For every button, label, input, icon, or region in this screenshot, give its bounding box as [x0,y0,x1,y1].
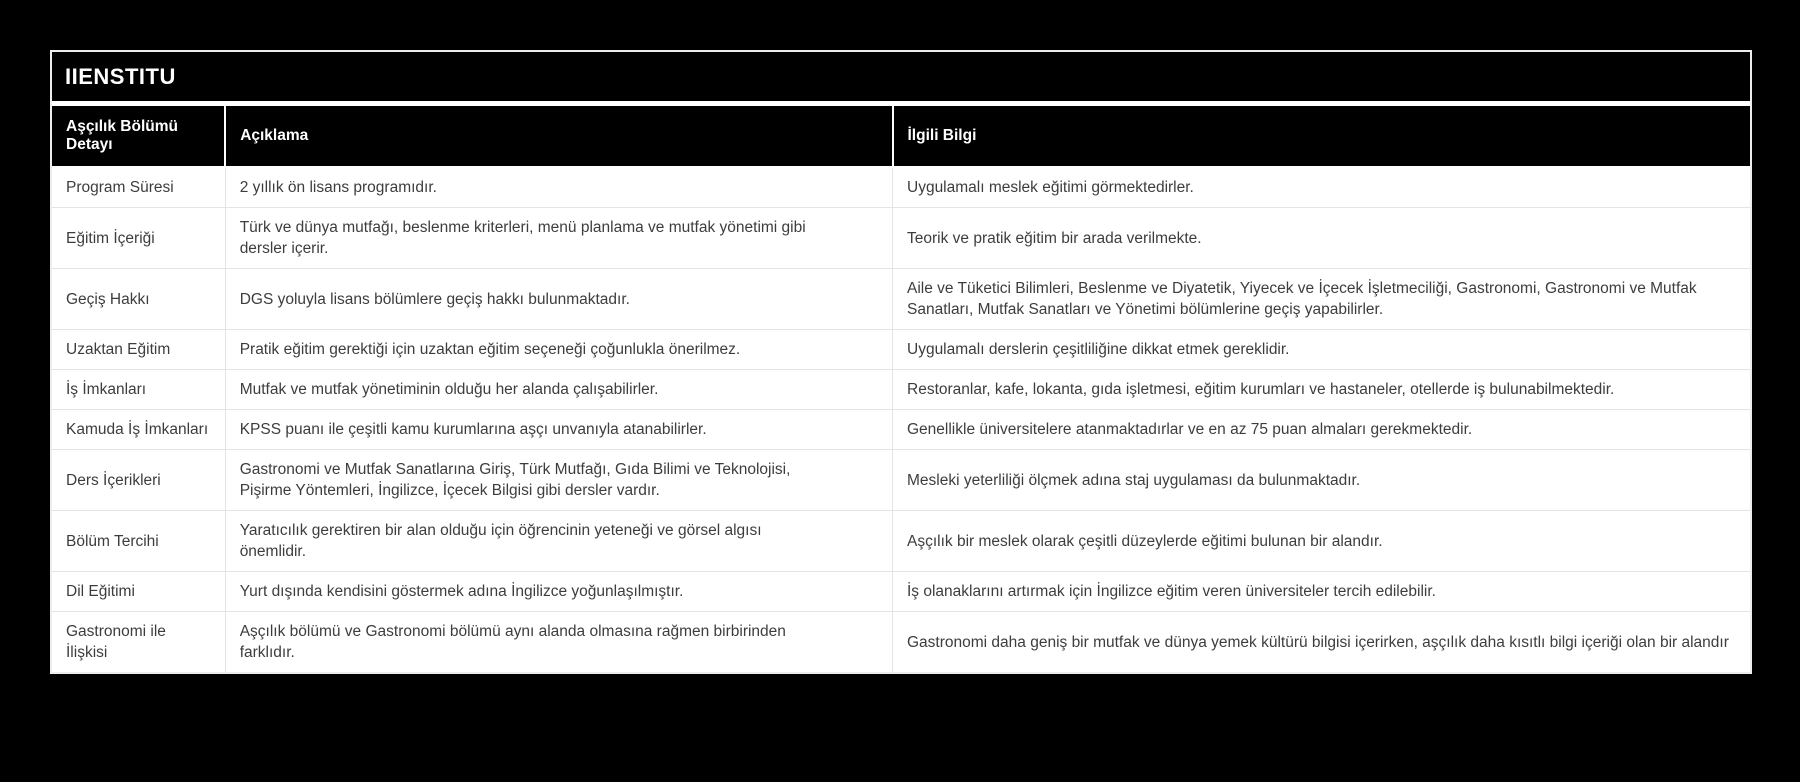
cell-related-info: İş olanaklarını artırmak için İngilizce eğitim veren üniversiteler tercih edilebilir. [893,572,1751,612]
cell-related-info: Mesleki yeterliliği ölçmek adına staj uygulaması da bulunmaktadır. [893,450,1751,511]
table-row [52,511,1750,572]
table-row [52,572,1750,612]
cell-detail: Ders İçerikleri [52,450,225,511]
cell-description: KPSS puanı ile çeşitli kamu kurumlarına aşçı unvanıyla atanabilirler. [225,410,892,450]
cell-detail: Dil Eğitimi [52,572,225,612]
column-header-description: Açıklama [225,105,892,167]
table-header [52,105,1750,167]
cell-description: Yaratıcılık gerektiren bir alan olduğu için öğrencinin yeteneği ve görsel algısı önemlidir. [225,511,892,572]
cell-description: Mutfak ve mutfak yönetiminin olduğu her alanda çalışabilirler. [225,370,892,410]
cell-description: DGS yoluyla lisans bölümlere geçiş hakkı bulunmaktadır. [225,269,892,330]
cell-description: Yurt dışında kendisini göstermek adına İngilizce yoğunlaşılmıştır. [225,572,892,612]
cell-detail: İş İmkanları [52,370,225,410]
cell-related-info: Teorik ve pratik eğitim bir arada verilmekte. [893,208,1751,269]
cell-description: Pratik eğitim gerektiği için uzaktan eğitim seçeneği çoğunlukla önerilmez. [225,330,892,370]
cell-related-info: Uygulamalı meslek eğitimi görmektedirler. [893,167,1751,208]
column-header-detail: Aşçılık Bölümü Detayı [52,105,225,167]
table-row [52,167,1750,208]
cell-related-info: Aile ve Tüketici Bilimleri, Beslenme ve Diyatetik, Yiyecek ve İçecek İşletmeciliği, Gastronomi, Gastronomi ve Mutfak Sanatları, Mutfak Sanatları ve Yönetimi bölümlerine geçiş yapabilirler. [893,269,1751,330]
table-body [52,167,1750,672]
cell-related-info: Genellikle üniversitelere atanmaktadırlar ve en az 75 puan almaları gerekmektedir. [893,410,1751,450]
table-row [52,612,1750,673]
table-row [52,330,1750,370]
content-frame [50,50,1752,674]
cell-related-info: Restoranlar, kafe, lokanta, gıda işletmesi, eğitim kurumları ve hastaneler, otellerde iş bulunabilmektedir. [893,370,1751,410]
table-header-row [52,105,1750,167]
table-row [52,208,1750,269]
cell-detail: Gastronomi ile İlişkisi [52,612,225,673]
cell-description: Türk ve dünya mutfağı, beslenme kriterleri, menü planlama ve mutfak yönetimi gibi dersler içerir. [225,208,892,269]
cell-description: Aşçılık bölümü ve Gastronomi bölümü aynı alanda olmasına rağmen birbirinden farklıdır. [225,612,892,673]
cell-detail: Uzaktan Eğitim [52,330,225,370]
cell-detail: Bölüm Tercihi [52,511,225,572]
cell-detail: Geçiş Hakkı [52,269,225,330]
table-row [52,410,1750,450]
cell-related-info: Gastronomi daha geniş bir mutfak ve dünya yemek kültürü bilgisi içerirken, aşçılık daha kısıtlı bilgi içeriği olan bir alandır [893,612,1751,673]
table-row [52,269,1750,330]
column-header-related-info: İlgili Bilgi [893,105,1751,167]
cell-description: Gastronomi ve Mutfak Sanatlarına Giriş, Türk Mutfağı, Gıda Bilimi ve Teknolojisi, Pişirme Yöntemleri, İngilizce, İçecek Bilgisi gibi dersler vardır. [225,450,892,511]
cell-description: 2 yıllık ön lisans programıdır. [225,167,892,208]
table-row [52,370,1750,410]
cell-related-info: Aşçılık bir meslek olarak çeşitli düzeylerde eğitimi bulunan bir alandır. [893,511,1751,572]
table-row [52,450,1750,511]
cell-detail: Eğitim İçeriği [52,208,225,269]
page-title: IIENSTITU [52,52,1750,104]
cell-detail: Kamuda İş İmkanları [52,410,225,450]
cell-related-info: Uygulamalı derslerin çeşitliliğine dikkat etmek gereklidir. [893,330,1751,370]
cell-detail: Program Süresi [52,167,225,208]
course-details-table [52,104,1750,672]
